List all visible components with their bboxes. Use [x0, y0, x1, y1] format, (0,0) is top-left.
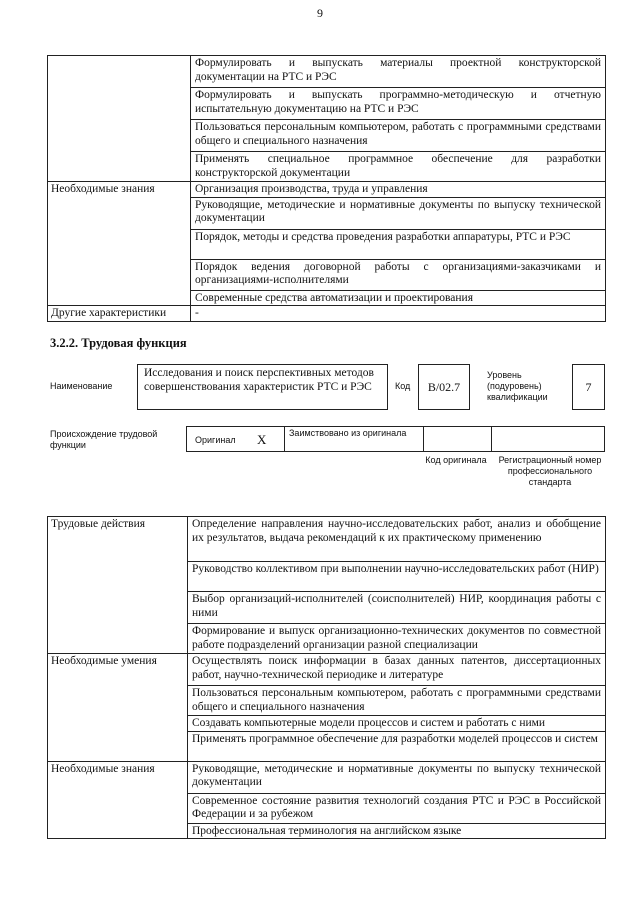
code-value: В/02.7 [418, 364, 470, 410]
function-name-text: Исследования и поиск перспективных методов совершенствования характеристик РТС и РЭС [144, 367, 374, 393]
table-cell: Пользоваться персональным компьютером, работать с программными средствами общего и специального назначения [188, 686, 606, 716]
table-cell: Руководящие, методические и нормативные документы по выпуску технической документации [188, 761, 606, 793]
divider [284, 427, 285, 451]
table-cell: Формирование и выпуск организационно-технических документов по совместной работе подразделений организации разной специализации [188, 624, 606, 654]
table-cell: Организация производства, труда и управления [191, 182, 606, 198]
table-cell: - [191, 306, 606, 322]
requirements-table-2 [47, 516, 606, 839]
row-label: Другие характеристики [48, 306, 191, 322]
level-value: 7 [572, 364, 605, 410]
row-label: Необходимые знания [48, 761, 188, 839]
divider [423, 427, 424, 451]
row-label: Трудовые действия [48, 517, 188, 654]
table-cell: Применять специальное программное обеспечение для разработки конструкторской документации [191, 152, 606, 182]
page-number: 9 [317, 6, 323, 20]
function-name [137, 364, 388, 410]
table-cell: Формулировать и выпускать материалы проектной конструкторской документации на РТС и РЭС [191, 56, 606, 88]
table-cell: Применять программное обеспечение для разработки моделей процессов и систем [188, 731, 606, 761]
origin-box [186, 426, 605, 452]
borrowed-label: Заимствовано из оригинала [289, 428, 407, 438]
table-cell: Формулировать и выпускать программно-методическую и отчетную испытательную документацию на РТС и РЭС [191, 88, 606, 120]
row-label [48, 56, 191, 182]
table-cell: Руководящие, методические и нормативные документы по выпуску технической документации [191, 197, 606, 229]
section-heading: 3.2.2. Трудовая функция [50, 336, 187, 350]
requirements-table-1 [47, 55, 606, 322]
table-cell: Современные средства автоматизации и проектирования [191, 290, 606, 306]
row-label: Необходимые знания [48, 182, 191, 306]
table-cell: Пользоваться персональным компьютером, работать с программными средствами общего и специального назначения [191, 120, 606, 152]
name-label: Наименование [50, 381, 113, 391]
origin-label: Происхождение трудовой функции [50, 429, 158, 450]
original-mark: X [257, 432, 267, 447]
divider [491, 427, 492, 451]
table-cell: Порядок ведения договорной работы с организациями-заказчиками и организациями-исполнителями [191, 259, 606, 290]
table-cell: Современное состояние развития технологий создания РТС и РЭС в Российской Федерации и за рубежом [188, 793, 606, 823]
reg-caption: Регистрационный номер профессионального стандарта [498, 455, 602, 487]
table-cell: Порядок, методы и средства проведения разработки аппаратуры, РТС и РЭС [191, 229, 606, 259]
table-cell: Руководство коллективом при выполнении научно-исследовательских работ (НИР) [188, 562, 606, 592]
table-cell: Выбор организаций-исполнителей (соисполнителей) НИР, координация работы с ними [188, 592, 606, 624]
table-cell: Создавать компьютерные модели процессов и систем и работать с ними [188, 716, 606, 732]
level-label: Уровень (подуровень) квалификации [487, 370, 548, 402]
table-cell: Определение направления научно-исследовательских работ, анализ и обобщение их результатов, выдача рекомендаций к их практическому применению [188, 517, 606, 562]
original-label: Оригинал [195, 435, 236, 445]
row-label: Необходимые умения [48, 654, 188, 762]
table-cell: Профессиональная терминология на английском языке [188, 823, 606, 839]
code-label: Код [395, 381, 411, 391]
table-cell: Осуществлять поиск информации в базах данных патентов, диссертационных работ, научно-технической периодике и литературе [188, 654, 606, 686]
code-caption: Код оригинала [425, 455, 487, 465]
